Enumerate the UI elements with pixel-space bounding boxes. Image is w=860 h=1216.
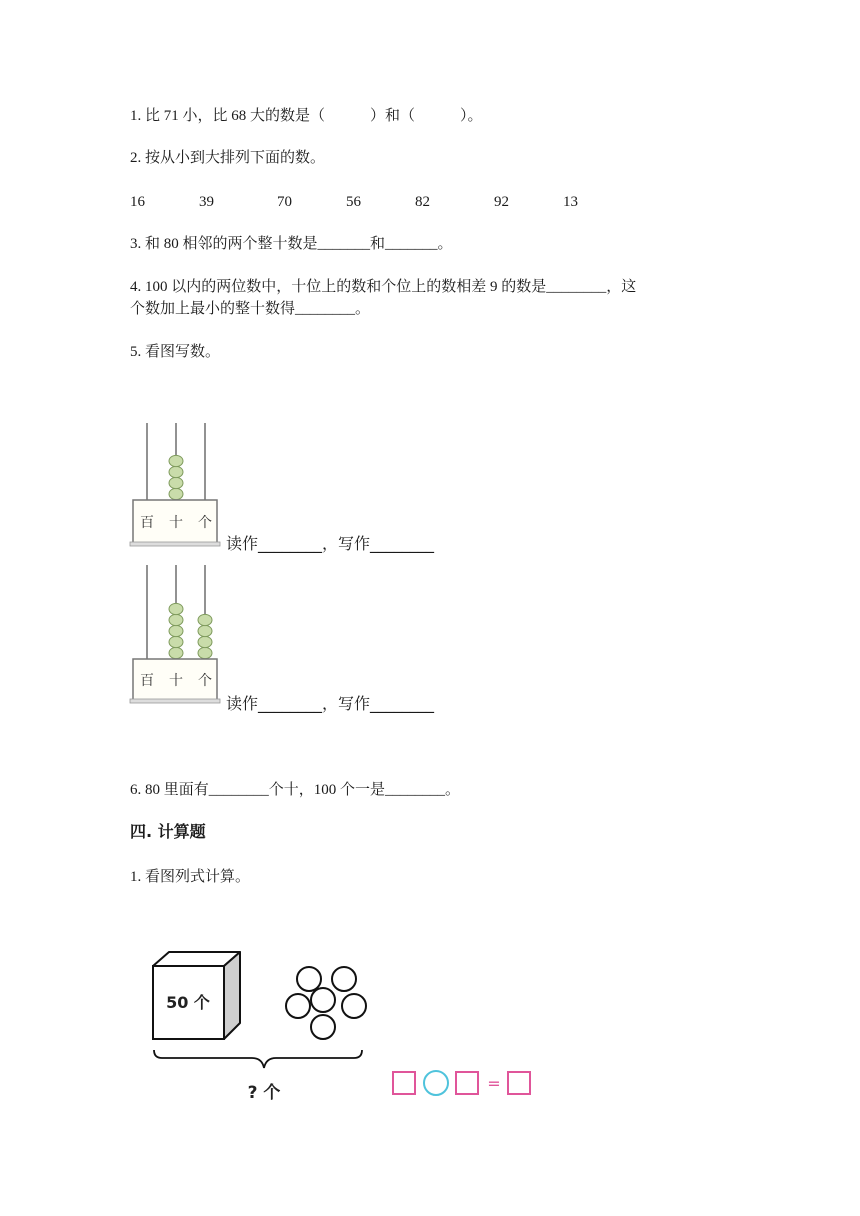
question-1: 1. 比 71 小，比 68 大的数是（ ）和（ ）。 bbox=[130, 108, 483, 124]
abacus-bead bbox=[169, 636, 183, 647]
question-5: 5. 看图写数。 bbox=[130, 344, 221, 360]
number-item: 92 bbox=[494, 194, 509, 210]
section-4-question-1: 1. 看图列式计算。 bbox=[130, 869, 251, 885]
count-circle bbox=[297, 967, 321, 991]
question-3: 3. 和 80 相邻的两个整十数是_______和_______。 bbox=[130, 236, 453, 252]
abacus-label-ones: 个 bbox=[198, 673, 212, 689]
abacus-2 bbox=[130, 562, 222, 707]
count-circle bbox=[342, 994, 366, 1018]
total-label: ? 个 bbox=[247, 1083, 281, 1103]
answer-equation bbox=[390, 1068, 535, 1098]
section-title: 四. 计算题 bbox=[130, 822, 206, 841]
abacus-bead bbox=[169, 455, 183, 466]
question-4-line-2: 个数加上最小的整十数得________。 bbox=[130, 301, 371, 317]
number-item: 39 bbox=[199, 194, 214, 210]
count-circle bbox=[332, 967, 356, 991]
abacus-bead bbox=[198, 625, 212, 636]
cube-side bbox=[224, 952, 240, 1039]
abacus-1-caption: 读作________，写作________ bbox=[226, 534, 435, 553]
abacus-bead bbox=[198, 636, 212, 647]
abacus-bead bbox=[198, 614, 212, 625]
question-6: 6. 80 里面有________个十，100 个一是________。 bbox=[130, 782, 461, 798]
number-item: 82 bbox=[415, 194, 430, 210]
answer-box bbox=[508, 1072, 530, 1094]
equals-sign: = bbox=[487, 1074, 501, 1093]
calculation-figure bbox=[148, 948, 378, 1108]
abacus-label-hundreds: 百 bbox=[140, 515, 154, 531]
answer-box bbox=[393, 1072, 415, 1094]
operator-circle bbox=[424, 1071, 448, 1095]
count-circle bbox=[311, 988, 335, 1012]
abacus-bead bbox=[169, 466, 183, 477]
abacus-bead bbox=[169, 603, 183, 614]
abacus-1 bbox=[130, 420, 222, 550]
number-item: 16 bbox=[130, 194, 145, 210]
count-circle bbox=[311, 1015, 335, 1039]
abacus-bead bbox=[169, 614, 183, 625]
abacus-2-caption: 读作________，写作________ bbox=[226, 694, 435, 713]
brace bbox=[154, 1050, 362, 1068]
count-circle bbox=[286, 994, 310, 1018]
abacus-bead bbox=[169, 477, 183, 488]
cube-label: 50 个 bbox=[166, 993, 210, 1012]
abacus-bead bbox=[169, 647, 183, 658]
question-2: 2. 按从小到大排列下面的数。 bbox=[130, 150, 326, 166]
abacus-bead bbox=[169, 488, 183, 499]
abacus-bead bbox=[169, 625, 183, 636]
abacus-label-hundreds: 百 bbox=[140, 673, 154, 689]
number-item: 70 bbox=[277, 194, 292, 210]
abacus-label-ones: 个 bbox=[198, 515, 212, 531]
number-item: 13 bbox=[563, 194, 578, 210]
question-4-line-1: 4. 100 以内的两位数中，十位上的数和个位上的数相差 9 的数是________，这 bbox=[130, 279, 637, 295]
answer-box bbox=[456, 1072, 478, 1094]
abacus-label-tens: 十 bbox=[169, 673, 183, 689]
number-item: 56 bbox=[346, 194, 361, 210]
abacus-label-tens: 十 bbox=[169, 515, 183, 531]
abacus-bead bbox=[198, 647, 212, 658]
